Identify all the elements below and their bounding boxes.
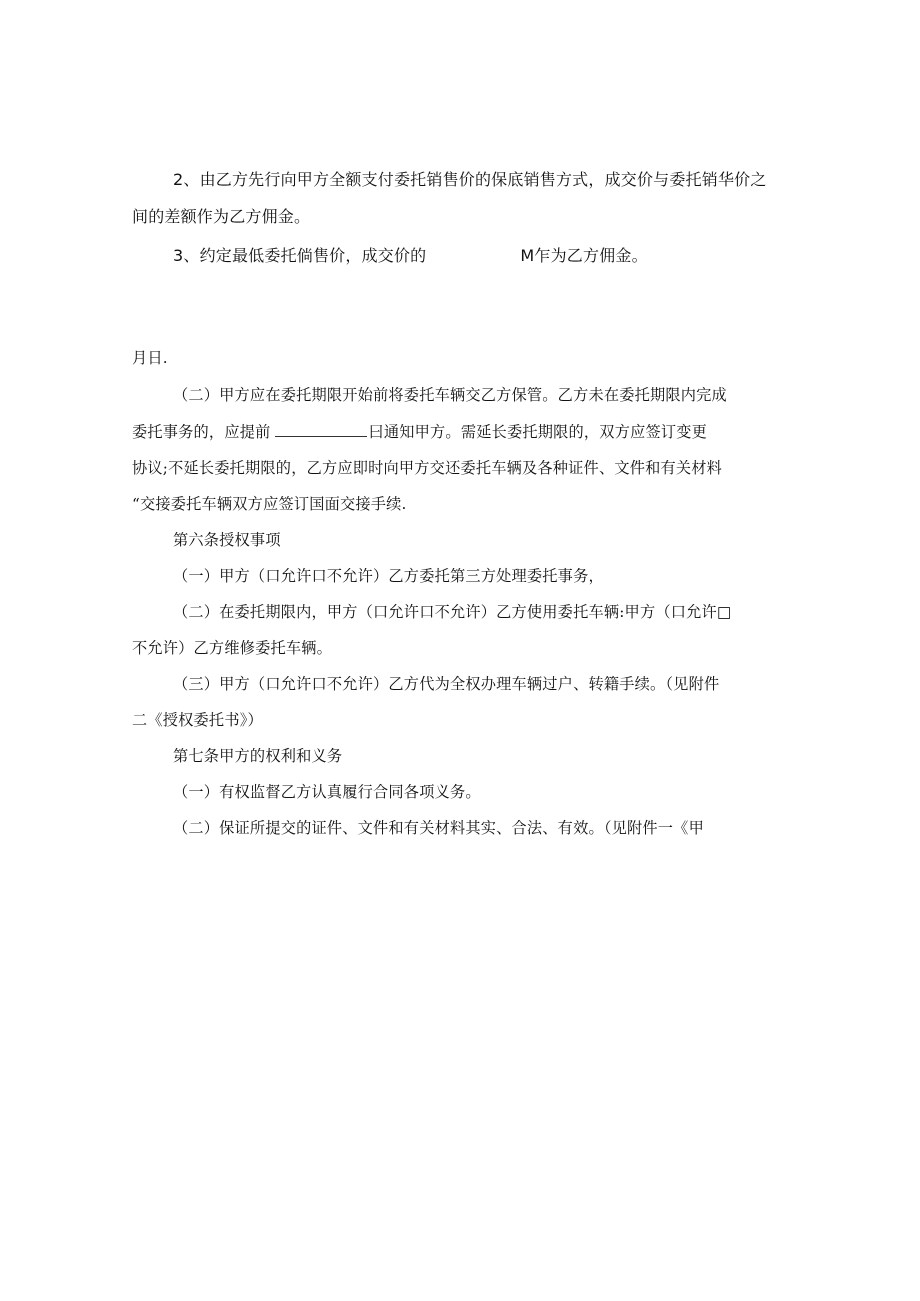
text-span: 曰通知甲方。需延长委托期限的，双方应签订变更 <box>368 423 708 441</box>
text-span: 第七条甲方的权利和义务 <box>173 747 343 765</box>
payment-method-3-line <box>173 246 648 266</box>
article-6-title <box>173 530 281 550</box>
text-span: 委托事务的，应提前 <box>132 423 271 441</box>
article-7-item-2 <box>173 818 704 838</box>
text-span: （三）甲方（口允许口不允许）乙方代为全权办理车辆过户、转籍手续。（见附件 <box>173 675 720 693</box>
payment-method-2-line-1 <box>173 170 767 190</box>
text-span: 月日. <box>132 349 168 367</box>
text-span: 3、约定最低委托倘售价，成交价的 <box>173 246 427 265</box>
clause-2-line-2 <box>132 422 707 442</box>
payment-method-2-line-2 <box>132 207 310 227</box>
article-6-item-3-line-2 <box>132 710 263 730</box>
text-span: （二）在委托期限内，甲方（口允许口不允许）乙方使用委托车辆:甲方（口允许□ <box>173 603 732 621</box>
clause-2-line-3 <box>132 458 722 478</box>
text-span: 不允许）乙方维修委托车辆。 <box>132 639 333 657</box>
text-span: （一）有权监督乙方认真履行合同各项义务。 <box>173 783 481 801</box>
fill-in-blank <box>275 424 367 437</box>
text-span: （二）保证所提交的证件、文件和有关材料其实、合法、有效。（见附件一《甲 <box>173 819 704 837</box>
text-span: 协议;不延长委托期限的，乙方应即时向甲方交还委托车辆及各种证件、文件和有关材料 <box>132 459 723 477</box>
article-6-item-1 <box>173 566 604 586</box>
date-fragment <box>132 348 168 368</box>
text-span: “交接委托车辆双方应签订国面交接手续. <box>132 495 407 513</box>
text-span: M乍为乙方佣金。 <box>520 246 648 265</box>
text-span: 第六条授权事项 <box>173 531 281 549</box>
text-span: 二《授权委托书》） <box>132 711 263 729</box>
article-7-item-1 <box>173 782 481 802</box>
text-span: 2、由乙方先行向甲方全额支付委托销售价的保底销售方式，成交价与委托销华价之 <box>173 170 767 189</box>
clause-2-line-4 <box>132 494 407 514</box>
article-7-title <box>173 746 342 766</box>
text-span: （二）甲方应在委托期限开始前将委托车辆交乙方保管。乙方未在委托期限内完成 <box>173 386 727 404</box>
text-span: （一）甲方（口允许口不允许）乙方委托第三方处理委托事务， <box>173 567 604 585</box>
article-6-item-2-line-2 <box>132 638 332 658</box>
text-span: 间的差额作为乙方佣金。 <box>132 207 311 226</box>
clause-2-line-1 <box>173 385 727 405</box>
article-6-item-2-line-1 <box>173 602 731 622</box>
article-6-item-3-line-1 <box>173 674 719 694</box>
